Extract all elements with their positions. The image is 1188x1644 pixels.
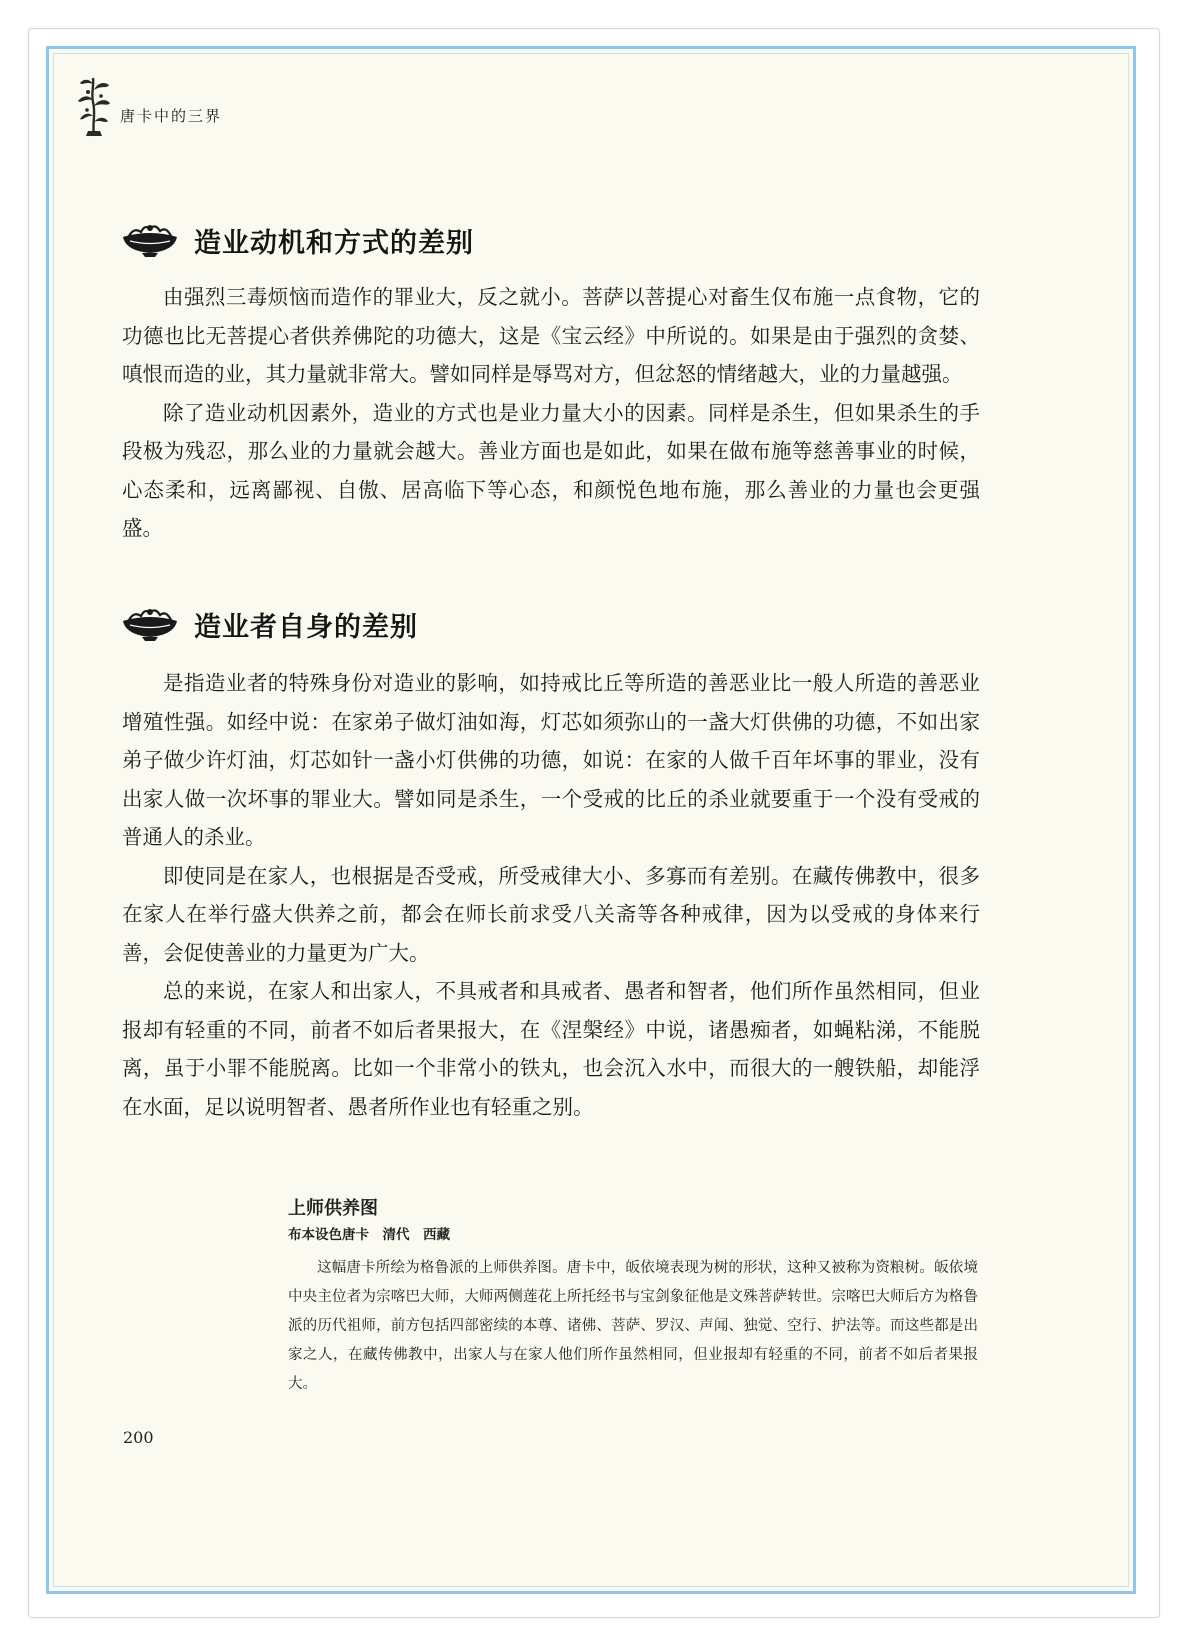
section-heading-1 [120,218,474,262]
caption-title: 上师供养图 [288,1198,378,1219]
paragraph: 除了造业动机因素外，造业的方式也是业力量大小的因素。同样是杀生，但如果杀生的手段极为残忍，那么业的力量就会越大。善业方面也是如此，如果在做布施等慈善事业的时候，心态柔和，远离鄙视、自傲、居高临下等心态，和颜悦色地布施，那么善业的力量也会更强盛。 [122,400,980,540]
paragraph: 总的来说，在家人和出家人，不具戒者和具戒者、愚者和智者，他们所作虽然相同，但业报却有轻重的不同，前者不如后者果报大，在《涅槃经》中说，诸愚痴者，如蝇粘涕，不能脱离，虽于小罪不能脱离。比如一个非常小的铁丸，也会沉入水中，而很大的一艘铁船，却能浮在水面，足以说明智者、愚者所作业也有轻重之别。 [122,979,980,1119]
caption-subtitle: 布本设色唐卡 清代 西藏 [288,1227,450,1243]
running-head-title: 唐卡中的三界 [120,106,223,125]
offering-bowl-icon [120,607,180,641]
section-2-body [122,664,980,1126]
offering-bowl-icon [120,223,180,257]
paragraph: 由强烈三毒烦恼而造作的罪业大，反之就小。菩萨以菩提心对畜生仅布施一点食物，它的功德也比无菩提心者供养佛陀的功德大，这是《宝云经》中所说的。如果是由于强烈的贪婪、嗔恨而造的业，其力量就非常大。譬如同样是辱骂对方，但忿怒的情绪越大，业的力量越强。 [122,285,980,386]
section-title: 造业动机和方式的差别 [194,227,474,259]
paragraph: 是指造业者的特殊身份对造业的影响，如持戒比丘等所造的善恶业比一般人所造的善恶业增殖性强。如经中说：在家弟子做灯油如海，灯芯如须弥山的一盏大灯供佛的功德，不如出家弟子做少许灯油，灯芯如针一盏小灯供佛的功德，如说：在家的人做千百年坏事的罪业，没有出家人做一次坏事的罪业大。譬如同是杀生，一个受戒的比丘的杀业就要重于一个没有受戒的普通人的杀业。 [122,671,980,849]
caption-text: 这幅唐卡所绘为格鲁派的上师供养图。唐卡中，皈依境表现为树的形状，这种又被称为资粮树。皈依境中央主位者为宗喀巴大师，大师两侧莲花上所托经书与宝剑象征他是文殊菩萨转世。宗喀巴大师后方为格鲁派的历代祖师，前方包括四部密续的本尊、诸佛、菩萨、罗汉、声闻、独觉、空行、护法等。而这些都是出家之人，在藏传佛教中，出家人与在家人他们所作虽然相同，但业报却有轻重的不同，前者不如后者果报大。 [288,1260,978,1392]
figure-caption [288,1196,978,1399]
section-heading-2 [120,602,418,646]
page-number: 200 [123,1428,154,1447]
section-1-body [122,278,980,548]
paragraph: 即使同是在家人，也根据是否受戒，所受戒律大小、多寡而有差别。在藏传佛教中，很多在家人在举行盛大供养之前，都会在师长前求受八关斋等各种戒律，因为以受戒的身体来行善，会促使善业的力量更为广大。 [122,863,980,965]
section-title: 造业者自身的差别 [194,611,418,643]
plant-sprig-icon [76,74,112,138]
running-head [76,74,222,138]
